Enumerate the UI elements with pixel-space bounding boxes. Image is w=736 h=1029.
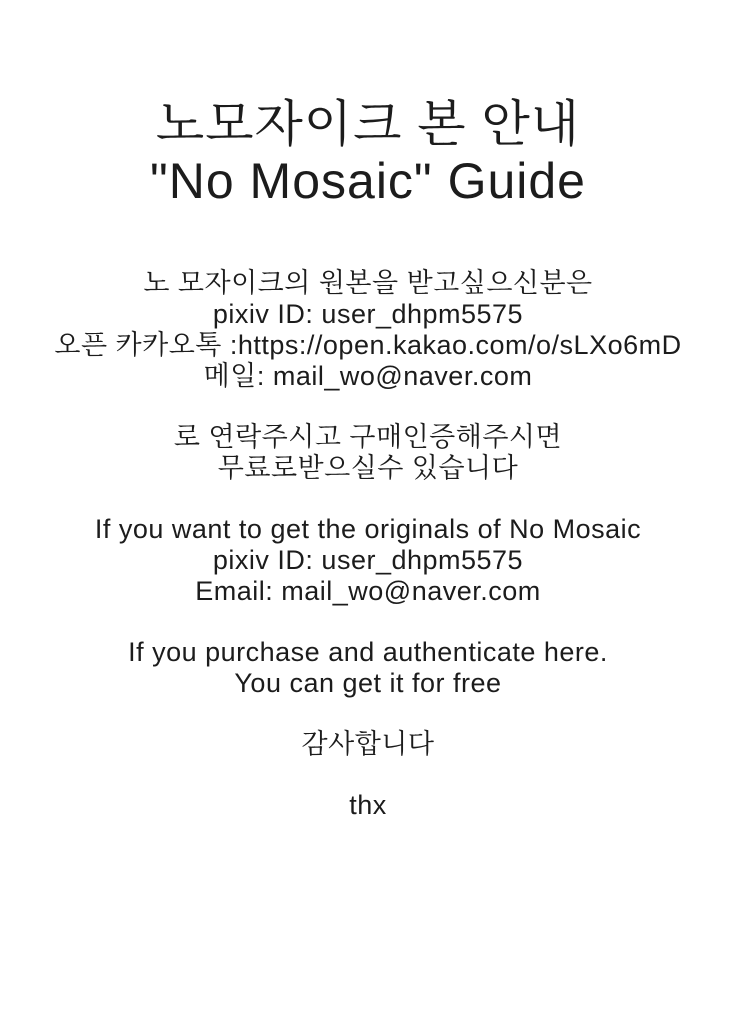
email-english-line: Email: mail_wo@naver.com [195,576,541,606]
korean-instruction-section [0,422,736,484]
title-english: "No Mosaic" Guide [150,153,586,209]
title-korean: 노모자이크 본 안내 [155,96,581,152]
english-request-line: If you want to get the originals of No Mosaic [94,514,642,544]
thanks-korean: 감사합니다 [301,729,435,759]
page-title [0,0,736,210]
kakao-open-chat-link-line: 오픈 카카오톡 :https://open.kakao.com/o/sLXo6mD [54,330,682,360]
korean-instruction-line-2: 무료로받으실수 있습니다 [217,453,519,483]
email-korean-line: 메일: mail_wo@naver.com [203,361,533,391]
korean-instruction-line-1: 로 연락주시고 구매인증해주시면 [173,422,563,452]
korean-contact-section [0,268,736,392]
pixiv-id-korean-line: pixiv ID: user_dhpm5575 [212,299,524,329]
korean-request-line: 노 모자이크의 원본을 받고싶으신분은 [143,268,593,298]
english-instruction-line-2: You can get it for free [234,668,502,698]
english-contact-section [0,514,736,607]
thanks-english: thx [349,790,387,820]
pixiv-id-english-line: pixiv ID: user_dhpm5575 [212,545,524,575]
thanks-english-section [0,790,736,821]
english-instruction-section [0,637,736,699]
english-instruction-line-1: If you purchase and authenticate here. [128,637,608,667]
thanks-korean-section [0,729,736,760]
